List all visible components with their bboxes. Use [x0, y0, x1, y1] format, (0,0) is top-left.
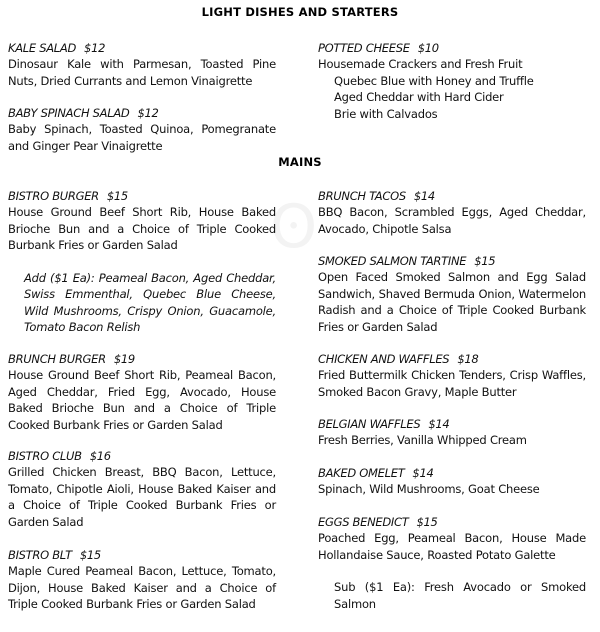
item-price: $14: [413, 189, 435, 203]
menu-item-baked-omelet: [318, 465, 586, 498]
menu-item-brunch-tacos: [318, 188, 586, 237]
item-description: House Ground Beef Short Rib, Peameal Bacon, Aged Cheddar, Fried Egg, Avocado, House Baked Brioche Bun and a Choice of Triple Cooked Burbank Fries or Garden Salad: [8, 368, 276, 432]
menu-item-belgian-waffles: [318, 416, 586, 449]
item-name: BABY SPINACH SALAD: [8, 106, 130, 120]
menu-item-bistro-burger: [8, 188, 276, 336]
cheese-options: [318, 73, 586, 123]
menu-item-bistro-club: [8, 448, 276, 530]
menu-item-potted-cheese: [318, 40, 586, 122]
item-price: $18: [457, 352, 479, 366]
watermark: ʘ: [270, 192, 318, 262]
item-price: $16: [89, 449, 111, 463]
item-price: $15: [79, 548, 101, 562]
item-price: $10: [417, 41, 439, 55]
item-price: $15: [106, 189, 128, 203]
item-description: House Ground Beef Short Rib, House Baked Brioche Bun and a Choice of Triple Cooked Burbank Fries or Garden Salad: [8, 205, 276, 252]
section-title-light: LIGHT DISHES AND STARTERS: [201, 5, 399, 19]
item-description: Housemade Crackers and Fresh Fruit: [318, 57, 523, 71]
item-price: $12: [137, 106, 159, 120]
item-name: BELGIAN WAFFLES: [318, 417, 421, 431]
item-description: Fried Buttermilk Chicken Tenders, Crisp Waffles, Smoked Bacon Gravy, Maple Butter: [318, 368, 586, 399]
item-description: Open Faced Smoked Salmon and Egg Salad Sandwich, Shaved Bermuda Onion, Watermelon Radish and a Choice of Triple Cooked Burbank Fries or Garden Salad: [318, 270, 586, 334]
menu-item-brunch-burger: [8, 351, 276, 433]
item-name: POTTED CHEESE: [318, 41, 410, 55]
item-name: EGGS BENEDICT: [318, 515, 409, 529]
item-price: $15: [416, 515, 438, 529]
item-price: $12: [84, 41, 106, 55]
item-name: BISTRO BLT: [8, 548, 72, 562]
menu-item-eggs-benedict: [318, 514, 586, 612]
item-name: BRUNCH TACOS: [318, 189, 406, 203]
item-description: Maple Cured Peameal Bacon, Lettuce, Tomato, Dijon, House Baked Kaiser and a Choice of Triple Cooked Burbank Fries or Garden Salad: [8, 564, 276, 611]
substitutions: Sub ($1 Ea): Fresh Avocado or Smoked Salmon: [334, 580, 586, 611]
item-description: Dinosaur Kale with Parmesan, Toasted Pine Nuts, Dried Currants and Lemon Vinaigrette: [8, 57, 276, 88]
menu-item-smoked-salmon-tartine: [318, 253, 586, 335]
cheese-option: Brie with Calvados: [334, 106, 438, 121]
item-description: Baby Spinach, Toasted Quinoa, Pomegranate and Ginger Pear Vinaigrette: [8, 122, 276, 153]
item-name: BISTRO CLUB: [8, 449, 82, 463]
item-price: $19: [113, 352, 135, 366]
menu-item-kale-salad: [8, 40, 276, 89]
menu-item-baby-spinach-salad: [8, 105, 276, 154]
menu-item-bistro-blt: [8, 547, 276, 613]
item-name: BISTRO BURGER: [8, 189, 99, 203]
item-description: Fresh Berries, Vanilla Whipped Cream: [318, 433, 527, 447]
cheese-option: Quebec Blue with Honey and Truffle: [334, 73, 534, 88]
item-price: $14: [428, 417, 450, 431]
add-ons: Add ($1 Ea): Peameal Bacon, Aged Cheddar, Swiss Emmenthal, Quebec Blue Cheese, Wild Mushrooms, Crispy Onion, Guacamole, Tomato Bacon Relish: [24, 270, 276, 334]
item-name: SMOKED SALMON TARTINE: [318, 254, 467, 268]
item-name: KALE SALAD: [8, 41, 77, 55]
item-description: BBQ Bacon, Scrambled Eggs, Aged Cheddar, Avocado, Chipotle Salsa: [318, 205, 586, 236]
item-description: Poached Egg, Peameal Bacon, House Made Hollandaise Sauce, Roasted Potato Galette: [318, 531, 586, 562]
cheese-option: Aged Cheddar with Hard Cider: [334, 90, 504, 104]
item-price: $14: [412, 466, 434, 480]
item-name: BRUNCH BURGER: [8, 352, 106, 366]
menu-item-chicken-and-waffles: [318, 351, 586, 400]
item-description: Grilled Chicken Breast, BBQ Bacon, Lettuce, Tomato, Chipotle Aioli, House Baked Kaiser and a Choice of Triple Cooked Burbank Fries or Garden Salad: [8, 465, 276, 529]
item-name: BAKED OMELET: [318, 466, 405, 480]
section-title-mains: MAINS: [278, 155, 322, 169]
item-description: Spinach, Wild Mushrooms, Goat Cheese: [318, 482, 540, 496]
item-price: $15: [474, 254, 496, 268]
item-name: CHICKEN AND WAFFLES: [318, 352, 450, 366]
